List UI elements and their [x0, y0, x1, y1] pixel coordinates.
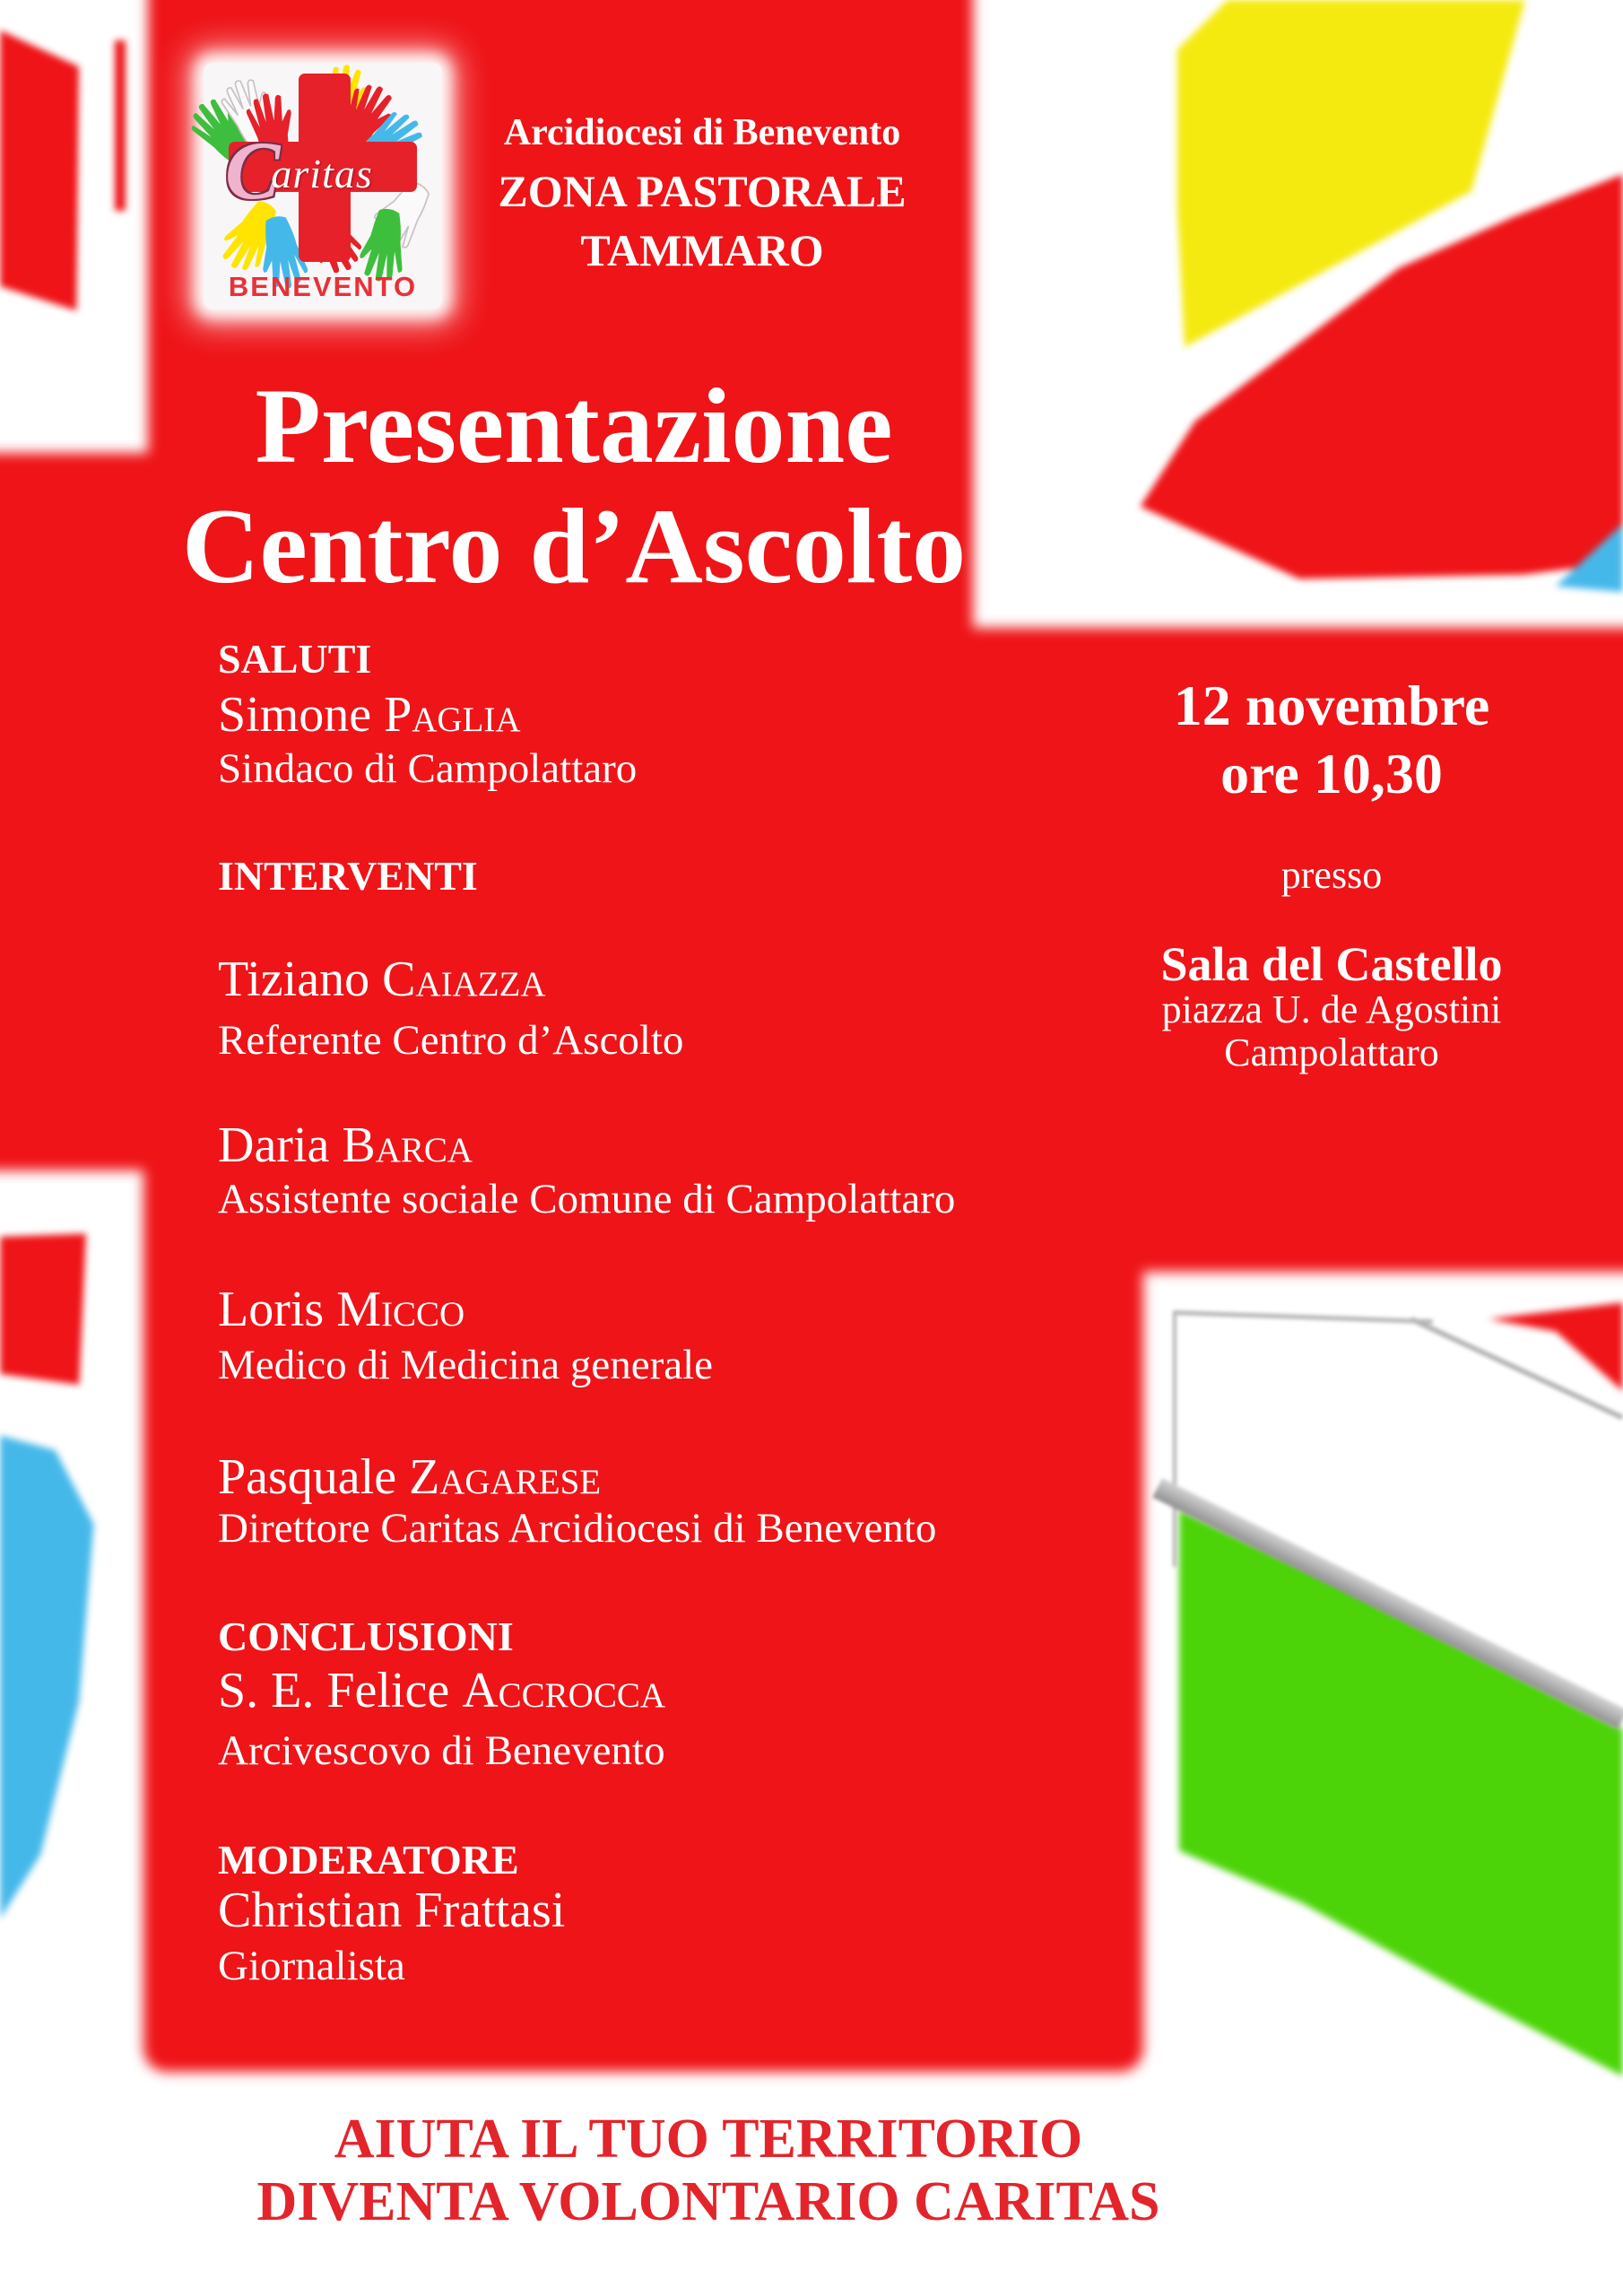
speaker-given: Pasquale	[218, 1449, 397, 1505]
speaker-given: Daria	[218, 1118, 330, 1173]
speaker-name	[218, 686, 521, 744]
speaker-name	[218, 951, 546, 1008]
section-heading-conclusioni: CONCLUSIONI	[218, 1613, 514, 1659]
speaker-role: Direttore Caritas Arcidiocesi di Benevento	[218, 1505, 937, 1552]
speaker-name	[218, 1662, 665, 1719]
caritas-rest: aritas	[271, 151, 373, 196]
header-zone-name: TAMMARO	[580, 225, 824, 275]
speaker-family: Paglia	[384, 687, 521, 743]
caritas-wordmark	[225, 125, 382, 216]
speaker-given: Tiziano	[218, 952, 370, 1007]
caritas-initial: C	[225, 125, 281, 216]
header-diocese: Arcidiocesi di Benevento	[503, 112, 901, 153]
speaker-family: Zagarese	[409, 1449, 602, 1505]
speaker-name	[218, 1448, 601, 1506]
event-address: piazza U. de Agostini	[1161, 987, 1502, 1031]
footer-line1: AIUTA IL TUO TERRITORIO	[334, 2109, 1083, 2170]
speaker-name	[218, 1281, 464, 1338]
title-line2: Centro d’Ascolto	[181, 486, 967, 605]
speaker-family: Accrocca	[462, 1663, 666, 1718]
header-zone: ZONA PASTORALE	[498, 166, 907, 216]
event-city: Campolattaro	[1224, 1031, 1439, 1074]
event-venue: Sala del Castello	[1160, 937, 1503, 991]
speaker-role: Medico di Medicina generale	[218, 1342, 714, 1388]
speaker-role: Sindaco di Campolattaro	[218, 745, 638, 792]
speaker-given: Loris	[218, 1282, 325, 1337]
title-line1: Presentazione	[255, 366, 893, 485]
caritas-benevento-logo	[204, 63, 442, 309]
speaker-name	[218, 1117, 473, 1174]
speaker-given: S. E. Felice	[218, 1663, 450, 1718]
speaker-family: Barca	[342, 1118, 473, 1173]
speaker-family: Caiazza	[382, 952, 546, 1007]
event-time: ore 10,30	[1220, 742, 1443, 805]
event-preposition: presso	[1280, 853, 1383, 897]
section-heading-saluti: SALUTI	[218, 636, 372, 682]
speaker-role: Referente Centro d’Ascolto	[218, 1017, 684, 1064]
speaker-name	[218, 1882, 565, 1939]
event-date: 12 novembre	[1173, 674, 1490, 737]
speaker-family: Micco	[336, 1282, 465, 1337]
section-heading-interventi: INTERVENTI	[218, 853, 478, 899]
footer-call-to-action	[126, 2108, 1291, 2233]
speaker-given: Christian Frattasi	[218, 1883, 566, 1938]
speaker-role: Arcivescovo di Benevento	[218, 1727, 665, 1774]
section-heading-moderatore: MODERATORE	[218, 1837, 519, 1883]
speaker-role: Giornalista	[218, 1943, 405, 1989]
speaker-given: Simone	[218, 687, 372, 743]
header	[433, 104, 971, 280]
page-title	[81, 366, 1067, 606]
speaker-role: Assistente sociale Comune di Campolattaro	[218, 1176, 956, 1222]
footer-line2: DIVENTA VOLONTARIO CARITAS	[256, 2171, 1160, 2232]
logo-city-label: BENEVENTO	[228, 271, 418, 302]
